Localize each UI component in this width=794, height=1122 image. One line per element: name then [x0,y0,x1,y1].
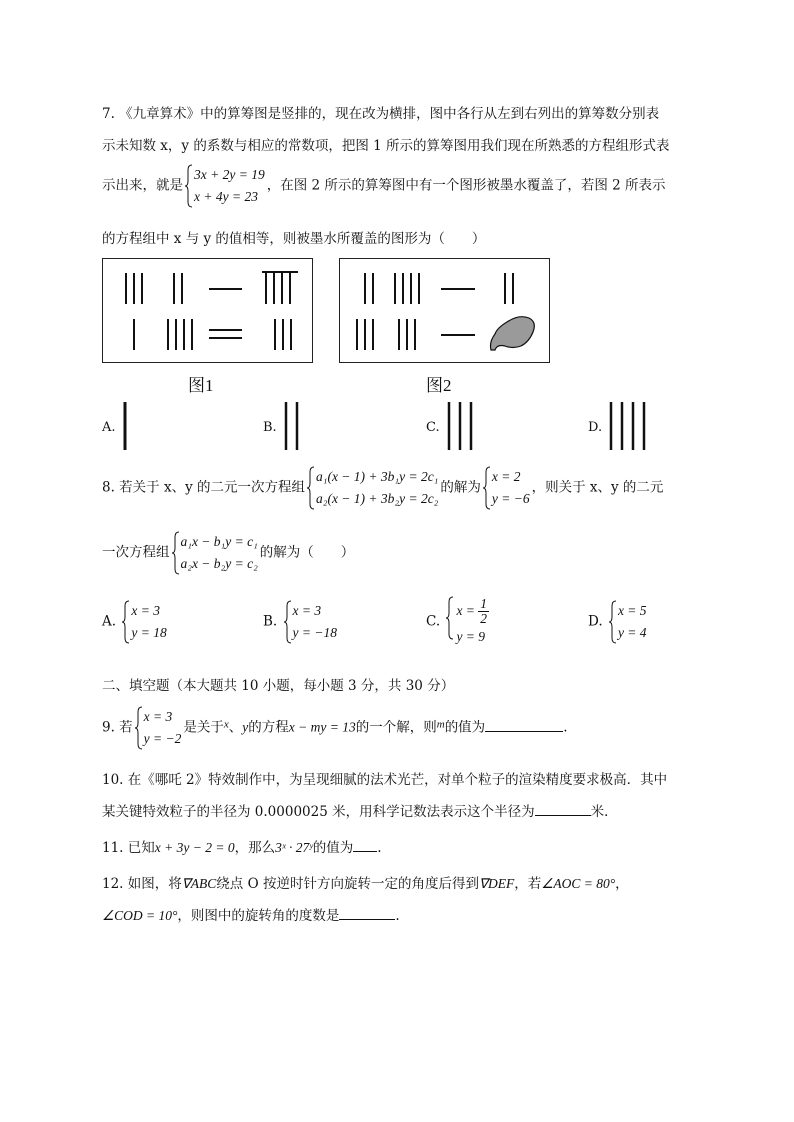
q7-option-d-rods [608,402,652,452]
brace-icon [284,600,292,644]
q10-line-1: 10. 在《哪吒 2》特效制作中，为呈现细腻的法术光芒，对单个粒子的渲染精度要求极高．其中 [102,772,668,788]
q7-option-d-label: D. [588,420,603,435]
brace-icon [185,164,193,208]
q7-option-a-rods [121,402,131,452]
q9-line: 9. 若 x = 3 y = −2 是关于$^x$、y的方程x − my = 13的一个解，则$^m$的值为 . [102,706,567,750]
q7-option-c-rods [446,402,478,452]
q8-system-1: a₁(x − 1) + 3b₁y = 2c₁ a₂(x − 1) + 3b₂y = 2c₂ [307,466,438,510]
figure-1-label: 图1 [188,376,214,395]
answer-blank-11[interactable] [353,837,377,852]
q11-line: 11. 已知x + 3y − 2 = 0，那么3ˣ · 27ʸ的值为 . [102,836,382,856]
answer-blank-10[interactable] [535,801,591,816]
q8-option-b: B. x = 3 y = −18 [263,600,339,644]
q7-line-1: 7. 《九章算术》中的算筹图是竖排的，现在改为横排，图中各行从左到右列出的算筹数分别表 [102,106,660,122]
counting-rods-2 [339,258,550,363]
counting-rod-figure-1 [102,258,313,363]
q7-option-b-rods [283,402,303,452]
counting-rod-figure-2 [339,258,550,363]
q8-option-c: C. x = $\frac{1}{2}$ y = 9 [426,596,488,645]
q7-equation-system: 3x + 2y = 19 x + 4y = 23 [185,164,265,208]
ink-blot-icon [490,316,534,349]
q8-line-1: 8. 若关于 x、y 的二元一次方程组 a₁(x − 1) + 3b₁y = 2c₁ a₂(x − 1) + 3b₂y = 2c₂ 的解为 x = 2 y = −6 ，则关于 x、y 的二元 [102,466,663,510]
q8-solution-system: x = 2 y = −6 [483,466,530,510]
q7-line-2: 示未知数 x，y 的系数与相应的常数项，把图 1 所示的算筹图用我们现在所熟悉的方程组形式表 [102,138,670,154]
q7-line-3: 示出来，就是 3x + 2y = 19 x + 4y = 23 ，在图 2 所示的算筹图中有一个图形被墨水覆盖了，若图 2 所表示 [102,164,666,208]
q8-option-a: A. x = 3 y = 18 [102,600,169,644]
figure-2-label: 图2 [426,376,452,395]
q12-line-1: 12. 如图，将∇ABC绕点 O 按逆时针方向旋转一定的角度后得到∇DEF，若∠AOC = 80°， [102,876,629,892]
brace-icon [135,706,143,750]
q10-line-2: 某关键特效粒子的半径为 0.0000025 米，用科学记数法表示这个半径为 米． [102,800,618,820]
section-2-heading: 二、填空题（本大题共 10 小题，每小题 3 分，共 30 分） [102,678,455,694]
q7-option-b-label: B. [263,420,277,435]
brace-icon [122,600,130,644]
brace-icon [172,531,180,575]
answer-blank-12[interactable] [339,905,395,920]
fraction: $\frac{1}{2}$ [480,596,488,627]
brace-icon [609,600,617,644]
q8-system-2: a₁x − b₁y = c₁ a₂x − b₂y = c₂ [172,531,258,575]
q7-line-4: 的方程组中 x 与 y 的值相等，则被墨水所覆盖的图形为（ ） [102,231,486,247]
brace-icon [483,466,491,510]
counting-rods-1 [102,258,313,363]
q7-option-c-label: C. [426,420,440,435]
brace-icon [446,596,454,640]
answer-blank-9[interactable] [485,717,563,732]
q8-line-2: 一次方程组 a₁x − b₁y = c₁ a₂x − b₂y = c₂ 的解为（ ） [102,531,354,575]
q12-line-2: ∠COD = 10°，则图中的旋转角的度数是 . [102,904,400,924]
q7-option-a-label: A. [102,420,116,435]
brace-icon [307,466,315,510]
q8-option-d: D. x = 5 y = 4 [588,600,649,644]
